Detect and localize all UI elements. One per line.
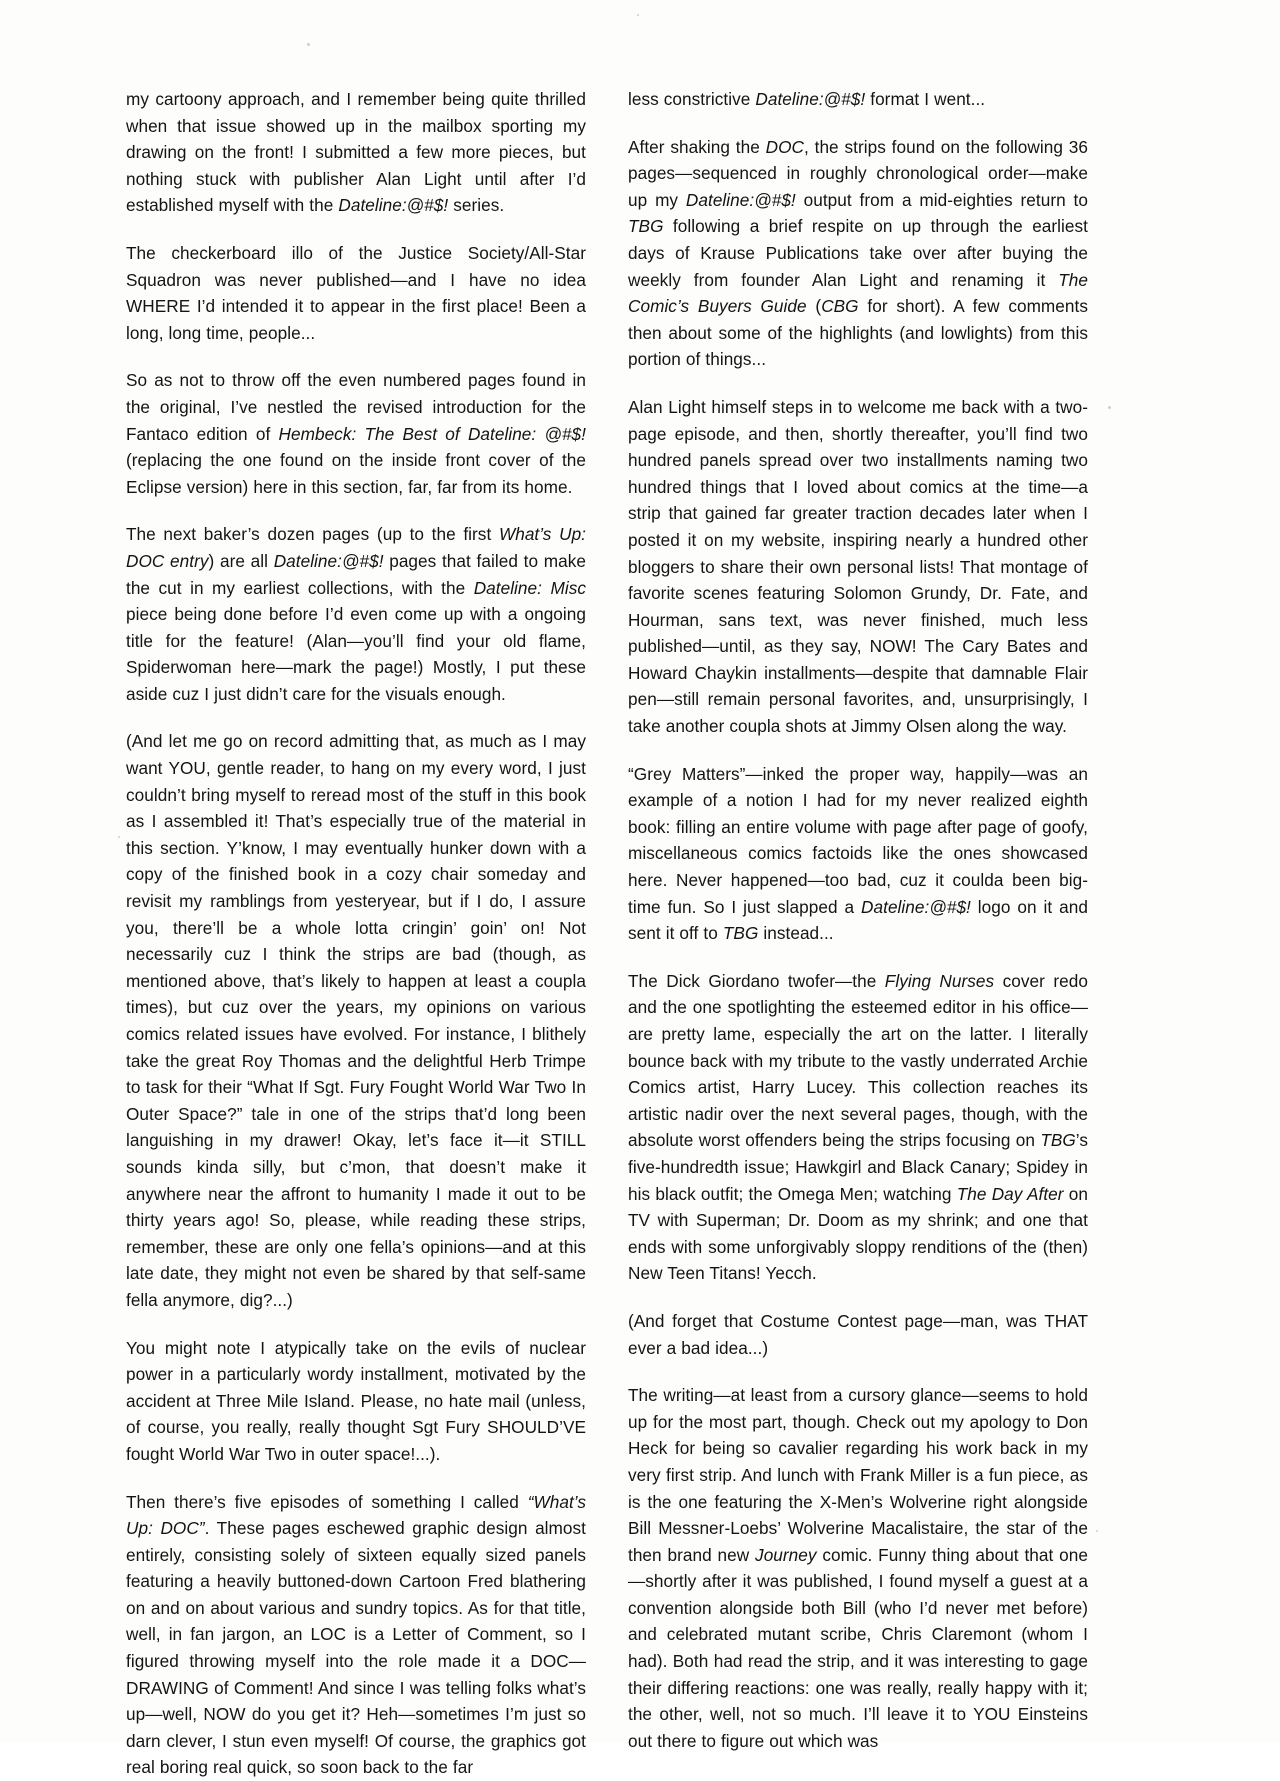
left-text-column	[126, 86, 586, 1781]
page-body	[126, 86, 1154, 1781]
paragraph: (And let me go on record admitting that, as much as I may want YOU, gentle reader, to hang on my every word, I just couldn’t bring myself to reread most of the stuff in this book as I assembled it! That’s especially true of the material in this section. Y’know, I may eventually hunker down with a copy of the finished book in a cozy chair someday and revisit my ramblings from yesteryear, but if I do, I assure you, there’ll be a whole lotta cringin’ goin’ on! Not necessarily cuz I think the strips are bad (though, as mentioned above, that’s likely to happen at least a coupla times), but cuz over the years, my opinions on various comics related issues have evolved. For instance, I blithely take the great Roy Thomas and the delightful Herb Trimpe to task for their “What If Sgt. Fury Fought World War Two In Outer Space?” tale in one of the strips that’d long been languishing in my drawer! Okay, let’s face it—it STILL sounds kinda silly, but c’mon, that doesn’t make it anywhere near the affront to humanity I made it out to be thirty years ago! So, please, while reading these strips, remember, these are only one fella’s opinions—and at this late date, they might not even be shared by that self-same fella anymore, dig?...)	[126, 728, 586, 1313]
paragraph: (And forget that Costume Contest page—man, was THAT ever a bad idea...)	[628, 1308, 1088, 1361]
paragraph: “Grey Matters”—inked the proper way, happily—was an example of a notion I had for my never realized eighth book: filling an entire volume with page after page of goofy, miscellaneous comics factoids like the ones showcased here. Never happened—too bad, cuz it coulda been big-time fun. So I just slapped a Dateline:@#$! logo on it and sent it off to TBG instead...	[628, 761, 1088, 947]
paragraph: The checkerboard illo of the Justice Society/All-Star Squadron was never published—and I have no idea WHERE I’d intended it to appear in the first place! Been a long, long time, people...	[126, 240, 586, 346]
paragraph: The writing—at least from a cursory glance—seems to hold up for the most part, though. Check out my apology to Don Heck for being so cavalier regarding his work back in my very first strip. And lunch with Frank Miller is a fun piece, as is the one featuring the X-Men’s Wolverine right alongside Bill Messner-Loebs’ Wolverine Macalistaire, the star of the then brand new Journey comic. Funny thing about that one—shortly after it was published, I found myself a guest at a convention alongside both Bill (who I’d never met before) and celebrated mutant scribe, Chris Claremont (whom I had). Both had read the strip, and it was interesting to gage their differing reactions: one was really, really happy with it; the other, well, not so much. I’ll leave it to YOU Einsteins out there to figure out which was	[628, 1382, 1088, 1754]
paragraph: my cartoony approach, and I remember being quite thrilled when that issue showed up in the mailbox sporting my drawing on the front! I submitted a few more pieces, but nothing stuck with publisher Alan Light until after I’d established myself with the Dateline:@#$! series.	[126, 86, 586, 219]
paragraph: less constrictive Dateline:@#$! format I went...	[628, 86, 1088, 113]
paragraph: The next baker’s dozen pages (up to the first What’s Up: DOC entry) are all Dateline:@#$! pages that failed to make the cut in my earliest collections, with the Dateline: Misc piece being done before I’d even come up with a ongoing title for the feature! (Alan—you’ll find your old flame, Spiderwoman here—mark the page!) Mostly, I put these aside cuz I just didn’t care for the visuals enough.	[126, 521, 586, 707]
paragraph: Alan Light himself steps in to welcome me back with a two-page episode, and then, shortly thereafter, you’ll find two hundred panels spread over two installments naming two hundred things that I loved about comics at the time—a strip that gained far greater traction decades later when I posted it on my website, inspiring nearly a hundred other bloggers to share their own personal lists! That montage of favorite scenes featuring Solomon Grundy, Dr. Fate, and Hourman, sans text, was never finished, much less published—until, as they say, NOW! The Cary Bates and Howard Chaykin installments—despite that damnable Flair pen—still remain personal favorites, and, unsurprisingly, I take another coupla shots at Jimmy Olsen along the way.	[628, 394, 1088, 740]
paragraph: So as not to throw off the even numbered pages found in the original, I’ve nestled the revised introduction for the Fantaco edition of Hembeck: The Best of Dateline: @#$! (replacing the one found on the inside front cover of the Eclipse version) here in this section, far, far from its home.	[126, 367, 586, 500]
paragraph: You might note I atypically take on the evils of nuclear power in a particularly wordy installment, motivated by the accident at Three Mile Island. Please, no hate mail (unless, of course, you really, really thought Sgt Fury SHOULD’VE fought World War Two in outer space!...).	[126, 1335, 586, 1468]
right-text-column	[628, 86, 1088, 1754]
paragraph: Then there’s five episodes of something I called “What’s Up: DOC”. These pages eschewed graphic design almost entirely, consisting solely of sixteen equally sized panels featuring a heavily buttoned-down Cartoon Fred blathering on and on about various and sundry topics. As for that title, well, in fan jargon, an LOC is a Letter of Comment, so I figured throwing myself into the role made it a DOC—DRAWING of Comment! And since I was telling folks what’s up—well, NOW do you get it? Heh—sometimes I’m just so darn clever, I stun even myself! Of course, the graphics got real boring real quick, so soon back to the far	[126, 1489, 586, 1781]
paragraph: After shaking the DOC, the strips found on the following 36 pages—sequenced in roughly chronological order—make up my Dateline:@#$! output from a mid-eighties return to TBG following a brief respite on up through the earliest days of Krause Publications take over after buying the weekly from founder Alan Light and renaming it The Comic’s Buyers Guide (CBG for short). A few comments then about some of the highlights (and lowlights) from this portion of things...	[628, 134, 1088, 373]
paragraph: The Dick Giordano twofer—the Flying Nurses cover redo and the one spotlighting the esteemed editor in his office—are pretty lame, especially the art on the latter. I literally bounce back with my tribute to the vastly underrated Archie Comics artist, Harry Lucey. This collection reaches its artistic nadir over the next several pages, though, with the absolute worst offenders being the strips focusing on TBG’s five-hundredth issue; Hawkgirl and Black Canary; Spidey in his black outfit; the Omega Men; watching The Day After on TV with Superman; Dr. Doom as my shrink; and one that ends with some unforgivably sloppy renditions of the (then) New Teen Titans! Yecch.	[628, 968, 1088, 1287]
